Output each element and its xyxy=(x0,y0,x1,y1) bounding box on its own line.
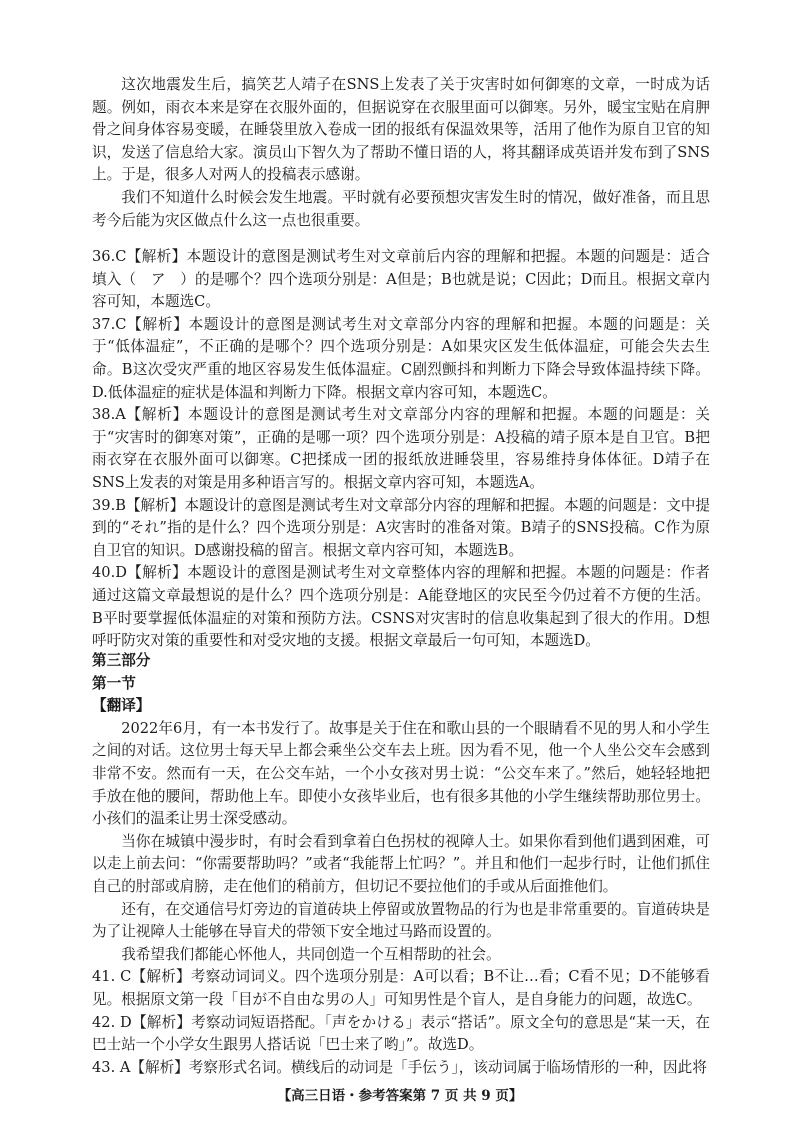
part-title: 第三部分 xyxy=(92,652,151,669)
translation-label: 【翻译】 xyxy=(92,697,151,715)
passage-translation xyxy=(92,74,710,232)
answer-item-38: 38.A【解析】本题设计的意图是测试考生对文章部分内容的理解和把握。本题的问题是：关于“灾害时的御寒对策”，正确的是哪一项？四个选项分别是：A投稿的靖子原本是自卫官。B把雨衣穿在衣服外面可以御寒。C把揉成一团的报纸放进睡袋里，容易维持身体体征。D靖子在SNS上发表的对策是用多种语言写的。根据文章内容可知，本题选A。 xyxy=(92,406,710,491)
translation-paragraph: 我希望我们都能心怀他人，共同创造一个互相帮助的社会。 xyxy=(121,945,501,963)
passage-paragraph: 这次地震发生后，搞笑艺人靖子在SNS上发表了关于灾害时如何御寒的文章，一时成为话题。例如，雨衣本来是穿在衣服外面的，但据说穿在衣服里面可以御寒。另外，暖宝宝贴在肩胛骨之间身体容易变暖，在睡袋里放入卷成一团的报纸有保温效果等，活用了他作为原自卫官的知识，发送了信息给大家。演员山下智久为了帮助不懂日语的人，将其翻译成英语并发布到了SNS上。于是，很多人对两人的投稿表示感谢。 xyxy=(92,76,710,184)
part-three xyxy=(92,650,710,1079)
answer-item-42: 42. D【解析】考察动词短语搭配。「声をかける」表示“搭话”。原文全句的意思是“某一天，在巴士站一个小学女生跟男人搭话说「巴士来了哟」”。故选D。 xyxy=(92,1013,710,1054)
answer-item-43: 43. A【解析】考察形式名词。横线后的动词是「手伝う」，该动词属于临场情形的一种，因此将 xyxy=(92,1058,707,1076)
answer-item-37: 37.C【解析】本题设计的意图是测试考生对文章部分内容的理解和把握。本题的问题是：关于“低体温症”，不正确的是哪个？四个选项分别是：A如果灾区发生低体温症，可能会失去生命。B这次受灾严重的地区容易发生低体温症。C剧烈颤抖和判断力下降会导致体温持续下降。D.低体温症的症状是体温和判断力下降。根据文章内容可知，本题选C。 xyxy=(92,315,710,401)
translation-paragraph: 当你在城镇中漫步时，有时会看到拿着白色拐杖的视障人士。如果你看到他们遇到困难，可以走上前去问：“你需要帮助吗？”或者“我能帮上忙吗？”。并且和他们一起步行时，让他们抓住自己的肘部或肩膀，走在他们的稍前方，但切记不要拉他们的手或从后面推他们。 xyxy=(92,832,710,895)
translation-paragraph: 还有，在交通信号灯旁边的盲道砖块上停留或放置物品的行为也是非常重要的。盲道砖块是为了让视障人士能够在导盲犬的带领下安全地过马路而设置的。 xyxy=(92,900,710,941)
passage-paragraph: 我们不知道什么时候会发生地震。平时就有必要预想灾害发生时的情况，做好准备，而且思考今后能为灾区做点什么这一点也很重要。 xyxy=(92,188,710,229)
answer-item-41: 41. C【解析】考察动词词义。四个选项分别是：A可以看；B不让…看；C看不见；D不能够看见。根据原文第一段「目が不自由な男の人」可知男性是个盲人，是自身能力的问题，故选C。 xyxy=(92,968,710,1008)
translation-paragraph: 2022年6月，有一本书发行了。故事是关于住在和歌山县的一个眼睛看不见的男人和小学生之间的对话。这位男士每天早上都会乘坐公交车去上班。因为看不见，他一个人坐公交车会感到非常不安。然而有一天，在公交车站，一个小女孩对男士说：“公交车来了。”然后，她轻轻地把手放在他的腰间，帮助他上车。即使小女孩毕业后，也有很多其他的小学生继续帮助那位男士。小孩们的温柔让男士深受感动。 xyxy=(92,719,710,828)
answer-item-40: 40.D【解析】本题设计的意图是测试考生对文章整体内容的理解和把握。本题的问题是：作者通过这篇文章最想说的是什么？四个选项分别是：A能登地区的灾民至今仍过着不方便的生活。B平时要掌握低体温症的对策和预防方法。CSNS对灾害时的信息收集起到了很大的作用。D想呼吁防灾对策的重要性和对受灾地的支援。根据文章最后一句可知，本题选D。 xyxy=(92,564,710,650)
answer-item-36: 36.C【解析】本题设计的意图是测试考生对文章前后内容的理解和把握。本题的问题是：适合填入（ ア ）的是哪个？四个选项分别是：A但是；B也就是说；C因此；D而且。根据文章内容可知，本题选C。 xyxy=(92,248,710,311)
page-footer: 【高三日语・参考答案第 7 页 共 9 页】 xyxy=(277,1088,523,1104)
section-title: 第一节 xyxy=(92,674,136,692)
answer-item-39: 39.B【解析】本题设计的意图是测试考生对文章部分内容的理解和把握。本题的问题是：文中提到的“それ”指的是什么？四个选项分别是：A灾害时的准备对策。B靖子的SNS投稿。C作为原自卫官的知识。D感谢投稿的留言。根据文章内容可知，本题选B。 xyxy=(92,496,710,559)
answer-explanations-36-40 xyxy=(92,246,710,653)
